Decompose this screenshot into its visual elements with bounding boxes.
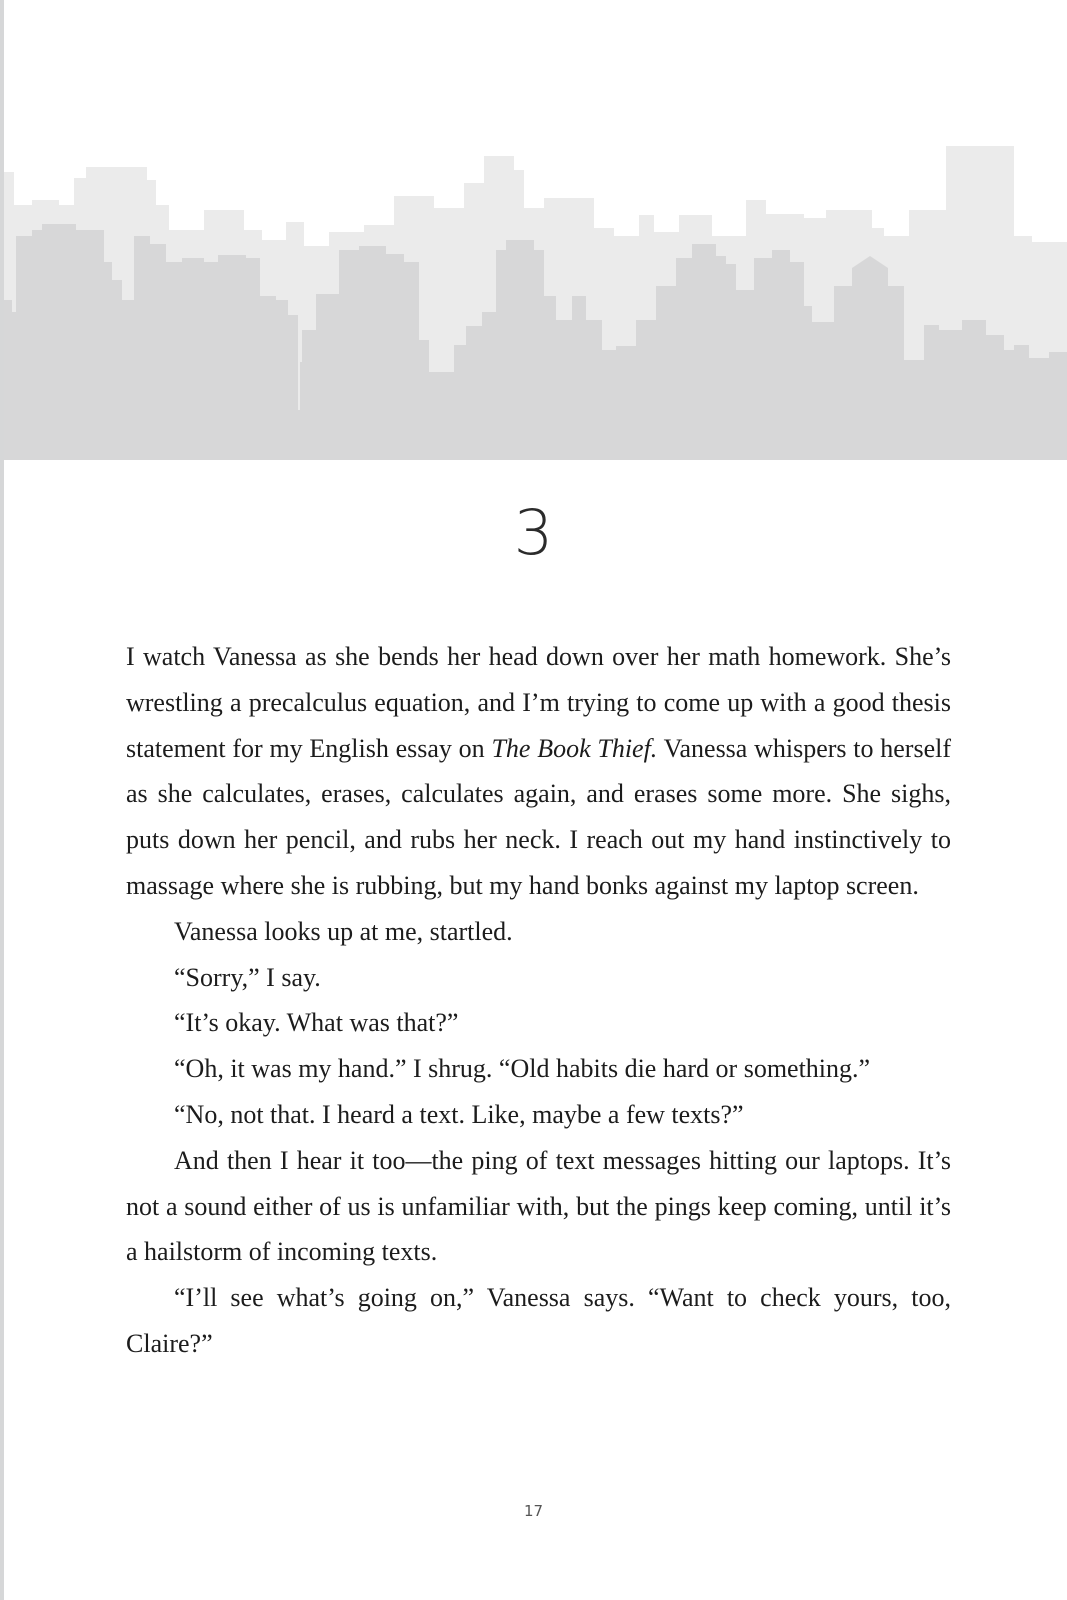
paragraph-1-text-before: I watch Vanessa as she bends her head down over her math homework. She’s wrestling a precalculus equation, and I’m trying to come up with a good thesis statement for my English essay on — [126, 642, 951, 763]
book-title-italic: The Book Thief. — [491, 733, 658, 763]
paragraph-1 — [126, 634, 951, 909]
chapter-body-text — [126, 634, 951, 1367]
paragraph-1-text-after: Vanessa whispers to herself as she calculates, erases, calculates again, and erases some more. She sighs, puts down her pencil, and rubs her neck. I reach out my hand instinctively to massage where she is rubbing, but my hand bonks against my laptop screen. — [126, 733, 951, 900]
chapter-number: 3 — [513, 496, 554, 569]
paragraph-5: “Oh, it was my hand.” I shrug. “Old habits die hard or something.” — [174, 1054, 871, 1084]
paragraph-7: And then I hear it too—the ping of text messages hitting our laptops. It’s not a sound either of us is unfamiliar with, but the pings keep coming, until it’s a hailstorm of incoming texts. — [126, 1145, 951, 1267]
paragraph-3: “Sorry,” I say. — [174, 962, 321, 992]
page-number: 17 — [523, 1502, 544, 1520]
paragraph-4: “It’s okay. What was that?” — [174, 1008, 459, 1038]
paragraph-2: Vanessa looks up at me, startled. — [174, 916, 513, 946]
paragraph-8: “I’ll see what’s going on,” Vanessa says. “Want to check yours, too, Claire?” — [126, 1283, 951, 1358]
city-skyline-illustration — [4, 0, 1067, 460]
paragraph-6: “No, not that. I heard a text. Like, maybe a few texts?” — [174, 1099, 744, 1129]
